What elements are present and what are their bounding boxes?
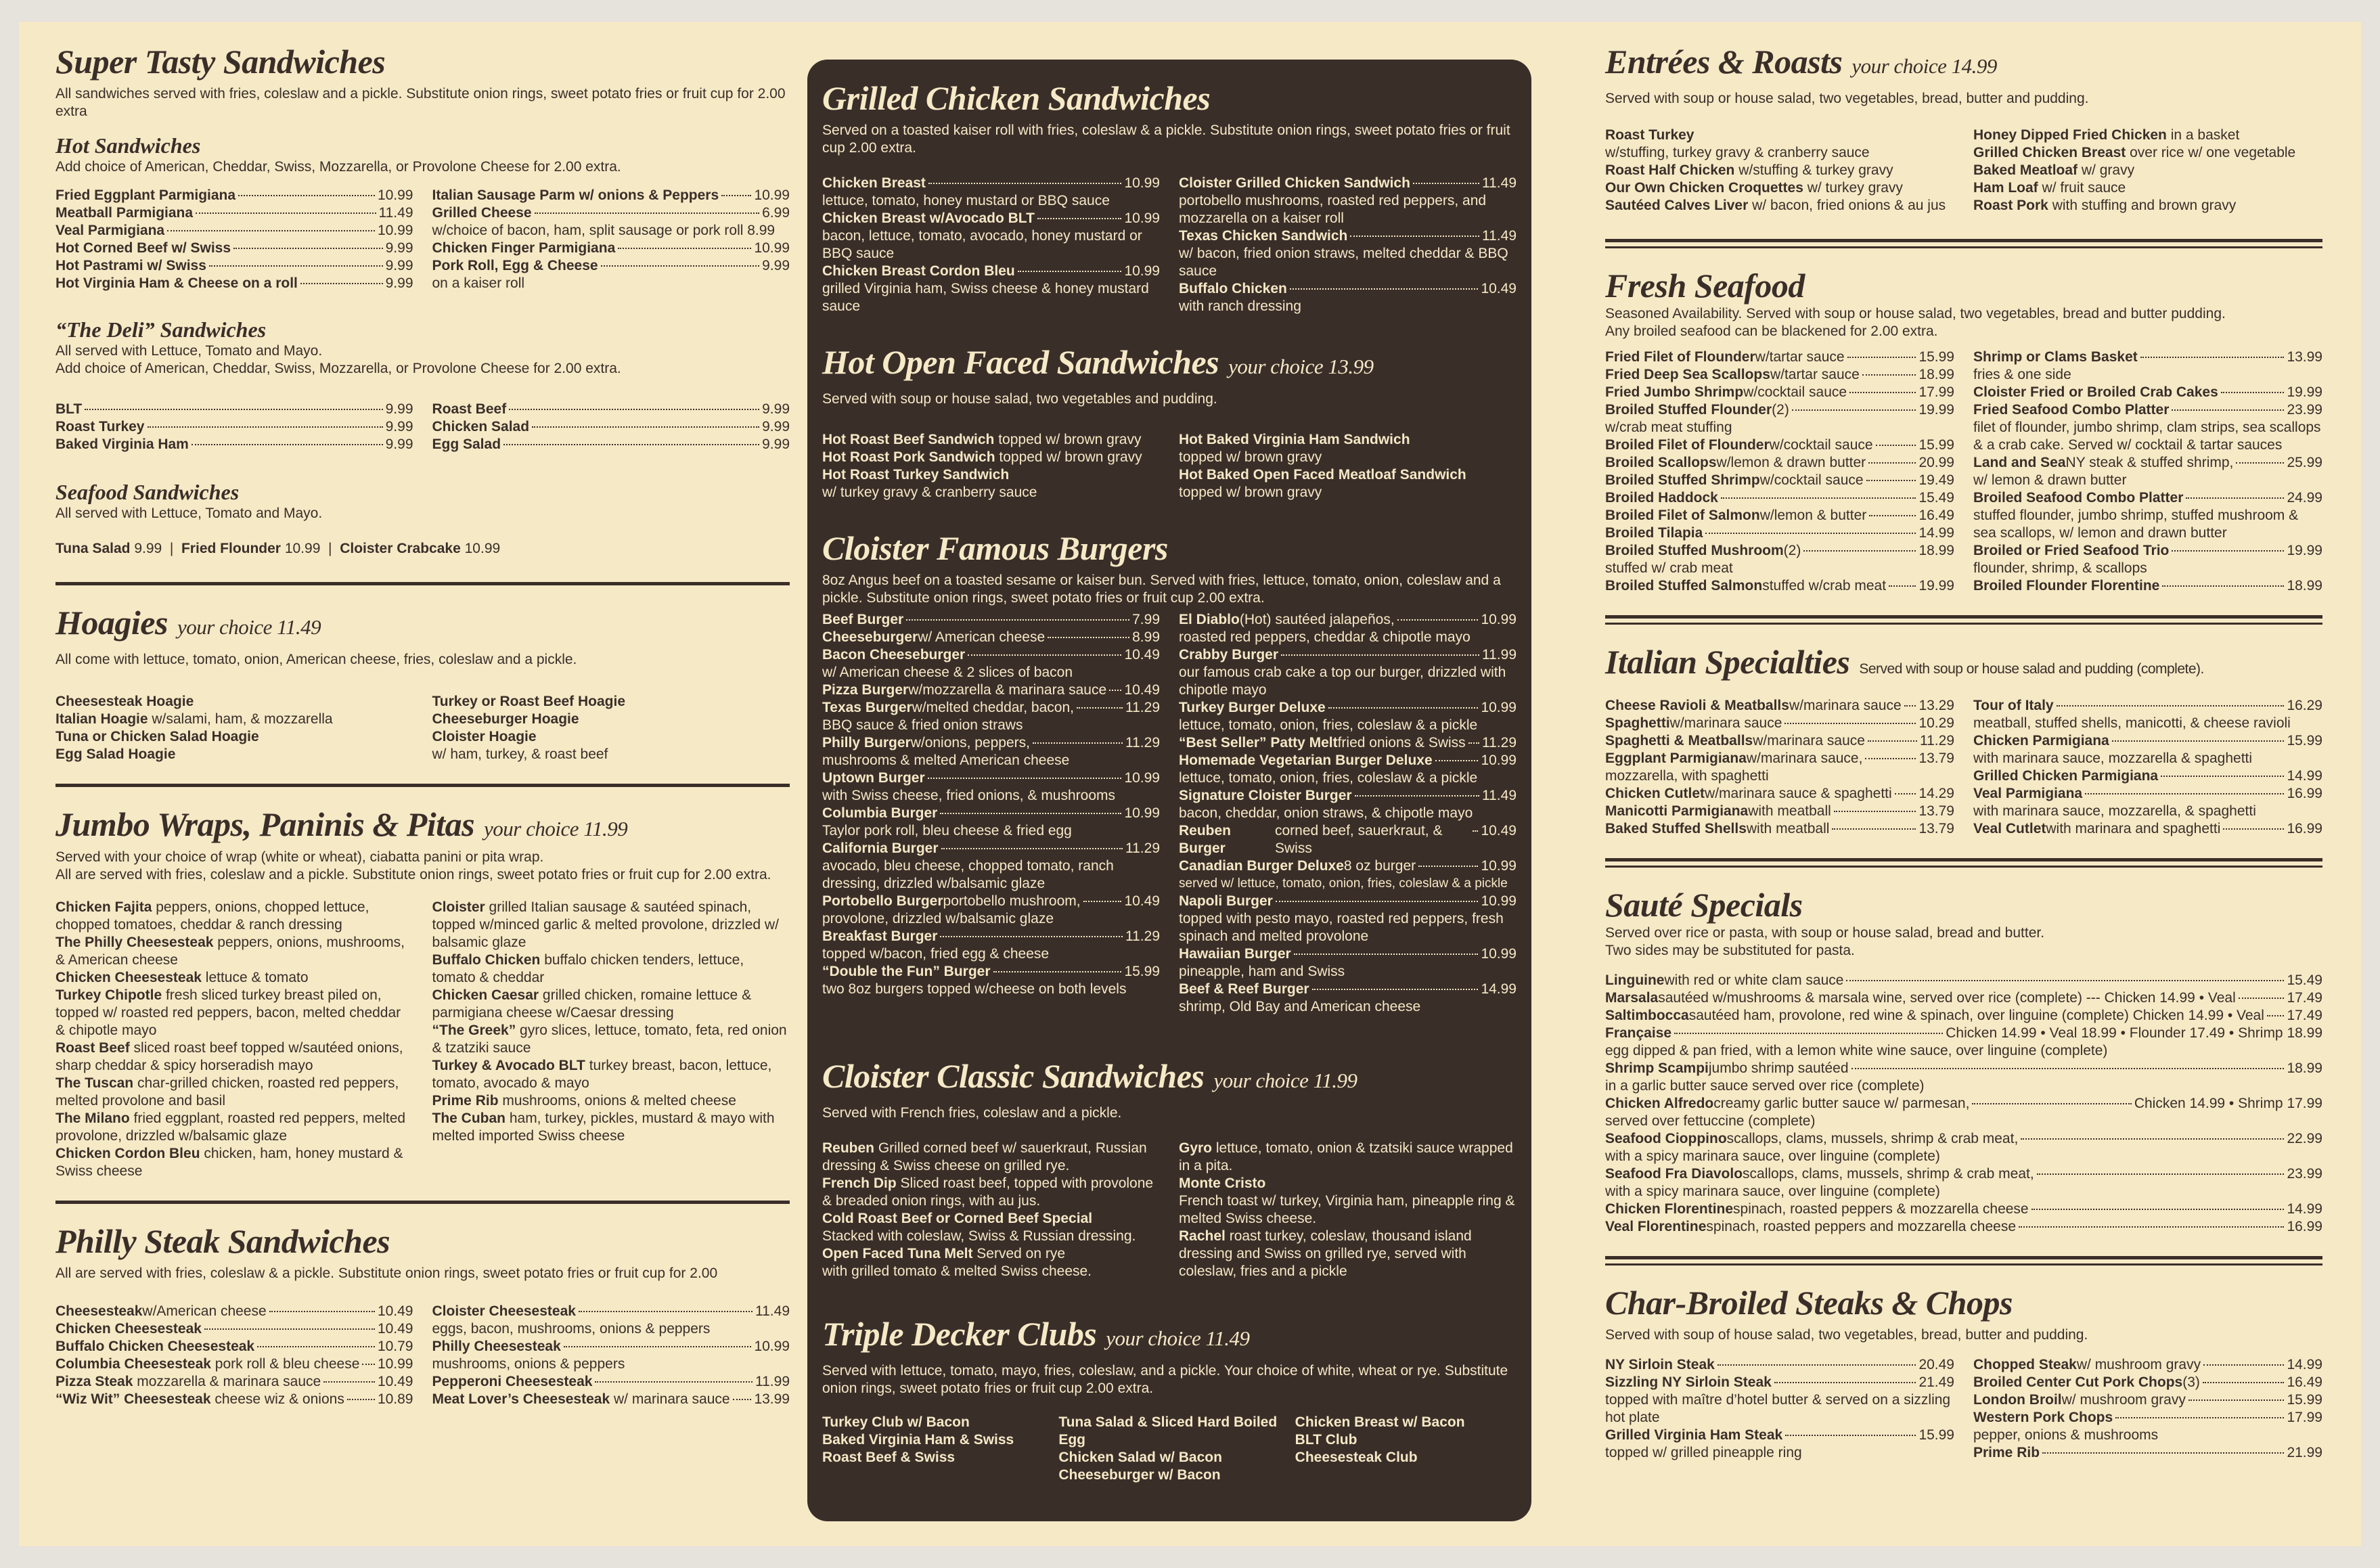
menu-item: “The Greek” gyro slices, lettuce, tomato, feta, red onion & tzatziki sauce [432, 1023, 787, 1056]
steaks-desc: Served with soup of house salad, two vegetables, bread, butter and pudding. [1605, 1327, 2088, 1343]
fresh-seafood-desc-2: Any broiled seafood can be blackened for 2.00 extra. [1605, 323, 1938, 339]
open-faced-title: Hot Open Faced Sandwiches your choice 13.99 [822, 343, 1374, 381]
menu-item: Broiled Flounder Florentine 18.99 [1973, 578, 2322, 593]
hot-sandwiches-title: Hot Sandwiches [55, 133, 201, 158]
menu-item-note: pineapple, ham and Swiss [1179, 964, 1345, 979]
menu-item: Philly Cheesesteak 10.99 [432, 1339, 790, 1354]
right-column [1605, 42, 2322, 1462]
menu-item: Philly Burger w/onions, peppers, 11.29 [822, 735, 1160, 751]
menu-item: BLT Club [1295, 1432, 1357, 1448]
menu-item: Hot Baked Virginia Ham Sandwich [1179, 432, 1410, 447]
menu-item: Manicotti Parmigiana with meatball 13.79 [1605, 803, 1954, 819]
menu-item: Reuben Grilled corned beef w/ sauerkraut, Russian dressing & Swiss cheese on grilled rye. [822, 1140, 1147, 1173]
menu-item: Cloister Hoagie [432, 729, 537, 744]
menu-item: Tuna Salad & Sliced Hard Boiled Egg [1058, 1414, 1278, 1448]
middle-panel [807, 60, 1531, 1521]
menu-item: Open Faced Tuna Melt Served on rye [822, 1246, 1066, 1261]
menu-item: Egg Salad Hoagie [55, 746, 176, 762]
divider [1605, 866, 2322, 868]
menu-item: “Best Seller” Patty Melt fried onions & Swiss 11.29 [1179, 735, 1517, 751]
menu-item: Egg Salad 9.99 [432, 436, 790, 452]
entrees-title: Entrées & Roasts your choice 14.99 [1605, 43, 1997, 81]
menu-item: Broiled Stuffed Flounder (2) 19.99 [1605, 402, 1954, 418]
menu-item: Shrimp Scampi jumbo shrimp sautéed 18.99 [1605, 1060, 2322, 1076]
deli-title: “The Deli” Sandwiches [55, 317, 267, 342]
open-faced-right-list [1179, 431, 1517, 501]
menu-item: The Milano fried eggplant, roasted red peppers, melted provolone, drizzled w/balsamic glaze [55, 1111, 406, 1144]
divider [1605, 246, 2322, 248]
menu-item: Chicken Breast Cordon Bleu 10.99 [822, 263, 1160, 279]
menu-item: Chicken Salad 9.99 [432, 419, 790, 434]
fresh-seafood-desc-1: Seasoned Availability. Served with soup or house salad, two vegetables, bread and butter pudding. [1605, 306, 2226, 321]
menu-item: Shrimp or Clams Basket 13.99 [1973, 349, 2322, 365]
hot-sandwiches-desc: Add choice of American, Cheddar, Swiss, Mozzarella, or Provolone Cheese for 2.00 extra. [55, 159, 621, 175]
menu-item: California Burger 11.29 [822, 841, 1160, 856]
menu-item: Fried Deep Sea Scallops w/tartar sauce 18.99 [1605, 367, 1954, 382]
menu-item: Tuna or Chicken Salad Hoagie [55, 729, 259, 744]
italian-right-list [1973, 697, 2322, 838]
steaks-right-list [1973, 1356, 2322, 1462]
menu-item: Buffalo Chicken buffalo chicken tenders, lettuce, tomato & cheddar [432, 952, 744, 985]
wraps-desc-1: Served with your choice of wrap (white or wheat), ciabatta panini or pita wrap. [55, 849, 544, 865]
menu-item: Marsala sautéed w/mushrooms & marsala wine, served over rice (complete) --- Chicken 14.99 • Veal 17.49 [1605, 990, 2322, 1006]
menu-item: Fried Seafood Combo Platter 23.99 [1973, 402, 2322, 418]
menu-item: Cloister Grilled Chicken Sandwich 11.49 [1179, 175, 1517, 191]
menu-item-note: shrimp, Old Bay and American cheese [1179, 999, 1421, 1014]
menu-item: Buffalo Chicken Cheesesteak 10.79 [55, 1339, 413, 1354]
menu-item-note: served over fettuccine (complete) [1605, 1113, 1816, 1129]
open-faced-left-list [822, 431, 1160, 501]
saute-desc-2: Two sides may be substituted for pasta. [1605, 943, 1855, 958]
menu-item: Chicken Finger Parmigiana 10.99 [432, 240, 790, 256]
menu-item-note: our famous crab cake a top our burger, drizzled with chipotle mayo [1179, 665, 1506, 698]
menu-item: “Wiz Wit” Cheesesteak cheese wiz & onions 10.89 [55, 1391, 413, 1407]
hoagies-desc: All come with lettuce, tomato, onion, American cheese, fries, coleslaw and a pickle. [55, 652, 577, 667]
menu-item-note: w/ lemon & drawn butter [1973, 472, 2127, 488]
menu-item: Cheesesteak Club [1295, 1450, 1418, 1465]
seafood-sandwiches-list: Tuna Salad 9.99 | Fried Flounder 10.99 | Cloister Crabcake 10.99 [55, 541, 501, 556]
clubs-col-2 [1058, 1414, 1280, 1484]
menu-item-note: w/ American cheese & 2 slices of bacon [822, 665, 1073, 680]
menu-item-note: fries & one side [1973, 367, 2071, 382]
menu-item-note: in a garlic butter sauce served over rice (complete) [1605, 1078, 1925, 1094]
fresh-seafood-right-list [1973, 349, 2322, 595]
menu-item-note: two 8oz burgers topped w/cheese on both levels [822, 981, 1127, 997]
menu-item: Grilled Chicken Parmigiana 14.99 [1973, 768, 2322, 784]
deli-left-list [55, 401, 413, 453]
menu-item: The Tuscan char-grilled chicken, roasted red peppers, melted provolone and basil [55, 1075, 399, 1108]
deli-right-list [432, 401, 790, 453]
menu-item-note: mushrooms, onions & peppers [432, 1356, 625, 1372]
deli-desc-1: All served with Lettuce, Tomato and Mayo. [55, 343, 323, 359]
menu-item: “Double the Fun” Burger 15.99 [822, 964, 1160, 979]
burgers-right-list [1179, 611, 1517, 1016]
menu-item-note: topped w/bacon, fried egg & cheese [822, 946, 1050, 962]
entrees-desc: Served with soup or house salad, two vegetables, bread, butter and pudding. [1605, 91, 2089, 106]
steaks-title: Char-Broiled Steaks & Chops [1605, 1284, 2013, 1322]
super-tasty-title: Super Tasty Sandwiches [55, 43, 386, 81]
menu-item-note: on a kaiser roll [432, 275, 525, 291]
menu-item: Prime Rib 21.99 [1973, 1445, 2322, 1460]
menu-item: Cheesesteak Hoagie [55, 694, 194, 709]
menu-item: Signature Cloister Burger 11.49 [1179, 788, 1517, 803]
menu-item: Ham Loaf w/ fruit sauce [1973, 180, 2126, 196]
menu-item: Fried Jumbo Shrimp w/cocktail sauce 17.99 [1605, 384, 1954, 400]
menu-item: Chicken Florentine spinach, roasted peppers & mozzarella cheese 14.99 [1605, 1201, 2322, 1217]
menu-item-note: flounder, shrimp, & scallops [1973, 560, 2147, 576]
hot-left-list [55, 187, 413, 292]
philly-left-list [55, 1303, 413, 1408]
menu-item: Broiled Stuffed Salmon stuffed w/crab meat 19.99 [1605, 578, 1954, 593]
menu-item-note: bacon, cheddar, onion straws, & chipotle mayo [1179, 805, 1473, 821]
classic-right-list [1179, 1140, 1517, 1280]
philly-desc: All are served with fries, coleslaw & a pickle. Substitute onion rings, sweet potato fries or fruit cup for 2.00 [55, 1265, 718, 1281]
menu-item-note: Stacked with coleslaw, Swiss & Russian dressing. [822, 1228, 1136, 1244]
menu-item: Pizza Burger w/mozzarella & marinara sauce 10.49 [822, 682, 1160, 698]
menu-item-note: roasted red peppers, cheddar & chipotle mayo [1179, 629, 1470, 645]
menu-item: Turkey or Roast Beef Hoagie [432, 694, 626, 709]
menu-item: Chicken Parmigiana 15.99 [1973, 733, 2322, 748]
menu-item: Chicken Caesar grilled chicken, romaine lettuce & parmigiana cheese w/Caesar dressing [432, 987, 752, 1021]
menu-item: Bacon Cheeseburger 10.49 [822, 647, 1160, 663]
menu-item: Chicken Cutlet w/marinara sauce & spaghetti 14.29 [1605, 786, 1954, 801]
menu-item: Our Own Chicken Croquettes w/ turkey gravy [1605, 180, 1903, 196]
menu-item: El Diablo (Hot) sautéed jalapeños, 10.99 [1179, 612, 1517, 627]
divider [1605, 1256, 2322, 1259]
menu-item: Veal Cutlet with marinara and spaghetti 16.99 [1973, 821, 2322, 836]
menu-item: Chicken Cheesesteak 10.49 [55, 1321, 413, 1337]
divider [55, 582, 790, 585]
menu-item: Turkey & Avocado BLT turkey breast, bacon, lettuce, tomato, avocado & mayo [432, 1058, 772, 1091]
menu-item: Chicken Cordon Bleu chicken, ham, honey mustard & Swiss cheese [55, 1146, 403, 1179]
menu-item: Hot Roast Pork Sandwich topped w/ brown gravy [822, 449, 1142, 465]
menu-item-note: lettuce, tomato, onion, fries, coleslaw & a pickle [1179, 770, 1478, 786]
menu-item: Cloister grilled Italian sausage & sautéed spinach, topped w/minced garlic & melted provolone, drizzled w/ balsamic glaze [432, 899, 779, 950]
super-tasty-desc: All sandwiches served with fries, coleslaw and a pickle. Substitute onion rings, sweet potato fries or fruit cup for 2.00 extra [55, 86, 786, 119]
menu-item-note: lettuce, tomato, onion, fries, coleslaw & a pickle [1179, 717, 1478, 733]
menu-item: Texas Chicken Sandwich 11.49 [1179, 228, 1517, 244]
menu-item-note: topped with pesto mayo, roasted red peppers, fresh spinach and melted provolone [1179, 911, 1504, 944]
menu-item: Baked Stuffed Shells with meatball 13.79 [1605, 821, 1954, 836]
menu-item-note: stuffed w/ crab meat [1605, 560, 1733, 576]
menu-item: Hawaiian Burger 10.99 [1179, 946, 1517, 962]
menu-item: Roast Beef & Swiss [822, 1450, 956, 1465]
clubs-desc: Served with lettuce, tomato, mayo, fries, coleslaw, and a pickle. Your choice of white, wheat or rye. Substitute onion rings, sweet potato fries or fruit cup 2.00 extra. [822, 1363, 1508, 1396]
clubs-col-3 [1295, 1414, 1517, 1484]
menu-item-note: with marinara sauce, mozzarella & spaghetti [1973, 751, 2253, 766]
menu-item: Chicken Salad w/ Bacon [1058, 1450, 1222, 1465]
menu-item: Buffalo Chicken 10.49 [1179, 281, 1517, 296]
open-faced-desc: Served with soup or house salad, two vegetables and pudding. [822, 391, 1217, 407]
saute-list [1605, 972, 2322, 1236]
left-column [55, 42, 790, 1408]
menu-item-note: topped w/ grilled pineapple ring [1605, 1445, 1802, 1460]
menu-item: Hot Corned Beef w/ Swiss 9.99 [55, 240, 413, 256]
menu-item: Portobello Burger portobello mushroom, 10.49 [822, 893, 1160, 909]
menu-item: Italian Hoagie w/salami, ham, & mozzarella [55, 711, 333, 727]
classic-desc: Served with French fries, coleslaw and a pickle. [822, 1105, 1122, 1121]
menu-item-note: meatball, stuffed shells, manicotti, & cheese ravioli [1973, 715, 2291, 731]
menu-item: Gyro lettuce, tomato, onion & tzatsiki sauce wrapped in a pita. [1179, 1140, 1513, 1173]
menu-item-note: with a spicy marinara sauce, over linguine (complete) [1605, 1148, 1940, 1164]
steaks-left-list [1605, 1356, 1954, 1462]
menu-item: Linguine with red or white clam sauce 15.49 [1605, 972, 2322, 988]
menu-item: Française Chicken 14.99 • Veal 18.99 • Flounder 17.49 • Shrimp 18.99 [1605, 1025, 2322, 1041]
menu-item: Saltimbocca sautéed ham, provolone, red wine & spinach, over linguine (complete) Chicken 14.99 • Veal 17.49 [1605, 1008, 2322, 1023]
menu-item: Beef & Reef Burger 14.99 [1179, 981, 1517, 997]
menu-item: Chicken Cheesesteak lettuce & tomato [55, 970, 309, 985]
menu-item: Turkey Burger Deluxe 10.99 [1179, 700, 1517, 715]
wraps-title: Jumbo Wraps, Paninis & Pitas your choice 11.99 [55, 805, 628, 843]
menu-item-note: mushrooms & melted American cheese [822, 753, 1070, 768]
menu-item: Monte Cristo [1179, 1175, 1266, 1191]
menu-item-note: mozzarella, with spaghetti [1605, 768, 1769, 784]
menu-item-note: Taylor pork roll, bleu cheese & fried egg [822, 823, 1072, 838]
menu-item-note: grilled Virginia ham, Swiss cheese & honey mustard sauce [822, 281, 1149, 314]
grilled-right-list [1179, 175, 1517, 315]
menu-item: The Cuban ham, turkey, pickles, mustard & mayo with melted imported Swiss cheese [432, 1111, 775, 1144]
menu-item: Sizzling NY Sirloin Steak 21.49 [1605, 1374, 1954, 1390]
menu-item-note: with grilled tomato & melted Swiss cheese. [822, 1263, 1092, 1279]
menu-item: Fried Filet of Flounder w/tartar sauce 15.99 [1605, 349, 1954, 365]
menu-item: Broiled Seafood Combo Platter 24.99 [1973, 490, 2322, 506]
menu-item: Columbia Burger 10.99 [822, 805, 1160, 821]
menu-item: Cloister Cheesesteak 11.49 [432, 1303, 790, 1319]
menu-item: NY Sirloin Steak 20.49 [1605, 1357, 1954, 1372]
divider [1605, 615, 2322, 619]
menu-item-note: eggs, bacon, mushrooms, onions & peppers [432, 1321, 711, 1337]
menu-item: Roast Pork with stuffing and brown gravy [1973, 198, 2237, 213]
grilled-desc: Served on a toasted kaiser roll with fries, coleslaw & a pickle. Substitute onion rings, sweet potato fries or fruit cup 2.00 extra. [822, 122, 1510, 156]
menu-item: Hot Roast Beef Sandwich topped w/ brown gravy [822, 432, 1142, 447]
menu-item: Meatball Parmigiana 11.49 [55, 205, 413, 221]
fresh-seafood-title: Fresh Seafood [1605, 267, 1805, 305]
saute-desc-1: Served over rice or pasta, with soup or house salad, bread and butter. [1605, 925, 2045, 941]
menu-item: Fried Eggplant Parmigiana 10.99 [55, 187, 413, 203]
menu-item: Canadian Burger Deluxe 8 oz burger 10.99 [1179, 858, 1517, 874]
fresh-seafood-left-list [1605, 349, 1954, 595]
menu-item: Italian Sausage Parm w/ onions & Peppers 10.99 [432, 187, 790, 203]
menu-item-note: egg dipped & pan fried, with a lemon white wine sauce, over linguine (complete) [1605, 1043, 2108, 1058]
philly-title: Philly Steak Sandwiches [55, 1222, 390, 1260]
entrees-right-list [1973, 127, 2322, 215]
menu-item: Pepperoni Cheesesteak 11.99 [432, 1374, 790, 1389]
menu-item: Broiled Stuffed Mushroom (2) 18.99 [1605, 543, 1954, 558]
menu-item: Breakfast Burger 11.29 [822, 928, 1160, 944]
menu-item: Veal Florentine spinach, roasted peppers and mozzarella cheese 16.99 [1605, 1219, 2322, 1234]
menu-item-note: pepper, onions & mushrooms [1973, 1427, 2159, 1443]
menu-item-note: with a spicy marinara sauce, over linguine (complete) [1605, 1184, 1940, 1199]
menu-item: Spaghetti w/marinara sauce 10.29 [1605, 715, 1954, 731]
menu-item: London Broil w/ mushroom gravy 15.99 [1973, 1392, 2322, 1408]
divider [55, 1201, 790, 1204]
menu-item: Roast Beef sliced roast beef topped w/sautéed onions, sharp cheddar & spicy horseradish mayo [55, 1040, 403, 1073]
menu-item: Cloister Fried or Broiled Crab Cakes 19.99 [1973, 384, 2322, 400]
menu-item: Uptown Burger 10.99 [822, 770, 1160, 786]
menu-item: Seafood Fra Diavolo scallops, clams, mussels, shrimp & crab meat, 23.99 [1605, 1166, 2322, 1182]
menu-item: Broiled or Fried Seafood Trio 19.99 [1973, 543, 2322, 558]
menu-item: Grilled Chicken Breast over rice w/ one vegetable [1973, 145, 2296, 160]
hot-right-list [432, 187, 790, 292]
menu-item: Broiled Haddock 15.49 [1605, 490, 1954, 506]
clubs-col-1 [822, 1414, 1043, 1484]
divider [1605, 623, 2322, 625]
menu-item-note: with Swiss cheese, fried onions, & mushrooms [822, 788, 1116, 803]
hoagies-right-list [432, 693, 790, 763]
menu-item: Columbia Cheesesteak pork roll & bleu cheese 10.99 [55, 1356, 413, 1372]
hoagies-title: Hoagies your choice 11.49 [55, 604, 321, 642]
menu-item: Roast Turkey [1605, 127, 1694, 143]
menu-item: Broiled Center Cut Pork Chops (3) 16.49 [1973, 1374, 2322, 1390]
menu-item: Broiled Filet of Salmon w/lemon & butter 16.49 [1605, 508, 1954, 523]
menu-item: Baked Virginia Ham 9.99 [55, 436, 413, 452]
saute-title: Sauté Specials [1605, 886, 1803, 924]
menu-item: Napoli Burger 10.99 [1179, 893, 1517, 909]
menu-item-note: bacon, lettuce, tomato, avocado, honey mustard or BBQ sauce [822, 228, 1142, 261]
menu-item: Cold Roast Beef or Corned Beef Special [822, 1211, 1093, 1226]
wraps-desc-2: All are served with fries, coleslaw and a pickle. Substitute onion rings, sweet potato fries or fruit cup for 2.00 extra. [55, 867, 771, 882]
seafood-sandwiches-desc: All served with Lettuce, Tomato and Mayo. [55, 506, 323, 521]
classic-left-list [822, 1140, 1160, 1280]
menu-item-note: provolone, drizzled w/balsamic glaze [822, 911, 1054, 926]
philly-right-list [432, 1303, 790, 1408]
menu-item-note: filet of flounder, jumbo shrimp, clam strips, sea scallops & a crab cake. Served w/ cocktail & tartar sauces [1973, 420, 2321, 453]
classic-title: Cloister Classic Sandwiches your choice 11.99 [822, 1057, 1357, 1095]
menu-item: Veal Parmigiana 10.99 [55, 223, 413, 238]
menu-item-note: French toast w/ turkey, Virginia ham, pineapple ring & melted Swiss cheese. [1179, 1193, 1515, 1226]
menu-item: Hot Pastrami w/ Swiss 9.99 [55, 258, 413, 273]
grilled-title: Grilled Chicken Sandwiches [822, 79, 1211, 117]
menu-item-note: w/choice of bacon, ham, split sausage or pork roll 8.99 [432, 223, 776, 238]
menu-item-note: with marinara sauce, mozzarella, & spaghetti [1973, 803, 2256, 819]
menu-item-note: topped with maître d’hotel butter & served on a sizzling hot plate [1605, 1392, 1951, 1425]
divider [1605, 239, 2322, 242]
menu-item: Veal Parmigiana 16.99 [1973, 786, 2322, 801]
deli-desc-2: Add choice of American, Cheddar, Swiss, Mozzarella, or Provolone Cheese for 2.00 extra. [55, 361, 621, 376]
menu-item: Chopped Steak w/ mushroom gravy 14.99 [1973, 1357, 2322, 1372]
menu-item: Reuben Burger corned beef, sauerkraut, & Swiss 10.49 [1179, 823, 1517, 856]
grilled-left-list [822, 175, 1160, 315]
menu-item: Broiled Scallops w/lemon & drawn butter 20.99 [1605, 455, 1954, 470]
menu-item: Cheeseburger w/ Bacon [1058, 1467, 1221, 1483]
menu-item: Land and Sea NY steak & stuffed shrimp, 25.99 [1973, 455, 2322, 470]
menu-item-note: stuffed flounder, jumbo shrimp, stuffed mushroom & sea scallops, w/ lemon and drawn butter [1973, 508, 2299, 541]
divider [1605, 1263, 2322, 1265]
menu-item: Cheese Ravioli & Meatballs w/marinara sauce 13.29 [1605, 698, 1954, 713]
menu-item: Texas Burger w/melted cheddar, bacon, 11.29 [822, 700, 1160, 715]
menu-item-note: w/ bacon, fried onion straws, melted cheddar & BBQ sauce [1179, 246, 1508, 279]
menu-item: BLT 9.99 [55, 401, 413, 417]
menu-item: Honey Dipped Fried Chicken in a basket [1973, 127, 2240, 143]
burgers-left-list [822, 611, 1160, 1016]
menu-item: Rachel roast turkey, coleslaw, thousand island dressing and Swiss on grilled rye, served with coleslaw, fries and a pickle [1179, 1228, 1472, 1279]
menu-item-note: served w/ lettuce, tomato, onion, fries, coleslaw & a pickle [1179, 876, 1508, 891]
menu-item: Turkey Chipotle fresh sliced turkey breast piled on, topped w/ roasted red peppers, bacon, melted cheddar & chipotle mayo [55, 987, 401, 1038]
hoagies-left-list [55, 693, 413, 763]
menu-item-note: w/ turkey gravy & cranberry sauce [822, 485, 1037, 500]
divider [1605, 858, 2322, 861]
menu-item: Pork Roll, Egg & Cheese 9.99 [432, 258, 790, 273]
menu-item-note: lettuce, tomato, honey mustard or BBQ sauce [822, 193, 1110, 208]
menu-item: French Dip Sliced roast beef, topped with provolone & breaded onion rings, with au jus. [822, 1175, 1154, 1209]
menu-item: Chicken Breast w/ Bacon [1295, 1414, 1465, 1430]
menu-item: Pizza Steak mozzarella & marinara sauce 10.49 [55, 1374, 413, 1389]
menu-item-note: topped w/ brown gravy [1179, 485, 1322, 500]
menu-item: Chicken Breast 10.99 [822, 175, 1160, 191]
burgers-desc: 8oz Angus beef on a toasted sesame or kaiser bun. Served with fries, lettuce, tomato, onion, coleslaw and a pickle. Substitute onion rings, sweet potato fries or fruit cup 2.00 extra. [822, 573, 1501, 606]
menu-item: Turkey Club w/ Bacon [822, 1414, 970, 1430]
entrees-left-list [1605, 127, 1954, 215]
menu-item: Tour of Italy 16.29 [1973, 698, 2322, 713]
wraps-right-list [432, 899, 790, 1180]
menu-item: Sautéed Calves Liver w/ bacon, fried onions & au jus [1605, 198, 1946, 213]
burgers-title: Cloister Famous Burgers [822, 529, 1168, 567]
menu-item: Spaghetti & Meatballs w/marinara sauce 11.29 [1605, 733, 1954, 748]
menu-item: Grilled Virginia Ham Steak 15.99 [1605, 1427, 1954, 1443]
menu-item-note: w/crab meat stuffing [1605, 420, 1732, 435]
menu-item: Chicken Breast w/Avocado BLT 10.99 [822, 210, 1160, 226]
menu-item: Eggplant Parmigiana w/marinara sauce, 13.79 [1605, 751, 1954, 766]
menu-item: Crabby Burger 11.99 [1179, 647, 1517, 663]
menu-item-note: topped w/ brown gravy [1179, 449, 1322, 465]
divider [55, 784, 790, 787]
menu-item: Baked Meatloaf w/ gravy [1973, 162, 2135, 178]
menu-item-note: portobello mushrooms, roasted red peppers, and mozzarella on a kaiser roll [1179, 193, 1487, 226]
wraps-left-list [55, 899, 413, 1180]
menu-item: Hot Virginia Ham & Cheese on a roll 9.99 [55, 275, 413, 291]
menu-item: Roast Beef 9.99 [432, 401, 790, 417]
italian-title: Italian Specialties Served with soup or house salad and pudding (complete). [1605, 643, 2204, 681]
menu-item-note: w/stuffing, turkey gravy & cranberry sauce [1605, 145, 1870, 160]
menu-item: Meat Lover’s Cheesesteak w/ marinara sauce 13.99 [432, 1391, 790, 1407]
italian-left-list [1605, 697, 1954, 838]
menu-item: Cheesesteak w/American cheese 10.49 [55, 1303, 413, 1319]
menu-item: Baked Virginia Ham & Swiss [822, 1432, 1014, 1448]
menu-item: Seafood Cioppino scallops, clams, mussels, shrimp & crab meat, 22.99 [1605, 1131, 2322, 1146]
menu-item: Chicken Fajita peppers, onions, chopped lettuce, chopped tomatoes, cheddar & ranch dressing [55, 899, 369, 933]
menu-item: Grilled Cheese 6.99 [432, 205, 790, 221]
menu-item: Cheeseburger Hoagie [432, 711, 579, 727]
menu-item-note: BBQ sauce & fried onion straws [822, 717, 1023, 733]
clubs-title: Triple Decker Clubs your choice 11.49 [822, 1315, 1250, 1353]
menu-item-note: with ranch dressing [1179, 298, 1301, 314]
menu-item: Cheeseburger w/ American cheese 8.99 [822, 629, 1160, 645]
menu-item-note: avocado, bleu cheese, chopped tomato, ranch dressing, drizzled w/balsamic glaze [822, 858, 1114, 891]
menu-item: Roast Turkey 9.99 [55, 419, 413, 434]
menu-item: w/ ham, turkey, & roast beef [432, 746, 608, 762]
menu-item: The Philly Cheesesteak peppers, onions, mushrooms, & American cheese [55, 935, 405, 968]
menu-item: Prime Rib mushrooms, onions & melted cheese [432, 1093, 736, 1108]
seafood-sandwiches-title: Seafood Sandwiches [55, 480, 240, 504]
menu-item: Beef Burger 7.99 [822, 612, 1160, 627]
menu-item: Broiled Tilapia 14.99 [1605, 525, 1954, 541]
menu-item: Western Pork Chops 17.99 [1973, 1410, 2322, 1425]
menu-item: Broiled Stuffed Shrimp w/cocktail sauce 19.49 [1605, 472, 1954, 488]
menu-item: Hot Baked Open Faced Meatloaf Sandwich [1179, 467, 1466, 483]
menu-item: Hot Roast Turkey Sandwich [822, 467, 1010, 483]
menu-item: Chicken Alfredo creamy garlic butter sauce w/ parmesan, Chicken 14.99 • Shrimp 17.99 [1605, 1096, 2322, 1111]
menu-item: Broiled Filet of Flounder w/cocktail sauce 15.99 [1605, 437, 1954, 453]
menu-item: Roast Half Chicken w/stuffing & turkey gravy [1605, 162, 1893, 178]
menu-item: Homemade Vegetarian Burger Deluxe 10.99 [1179, 753, 1517, 768]
